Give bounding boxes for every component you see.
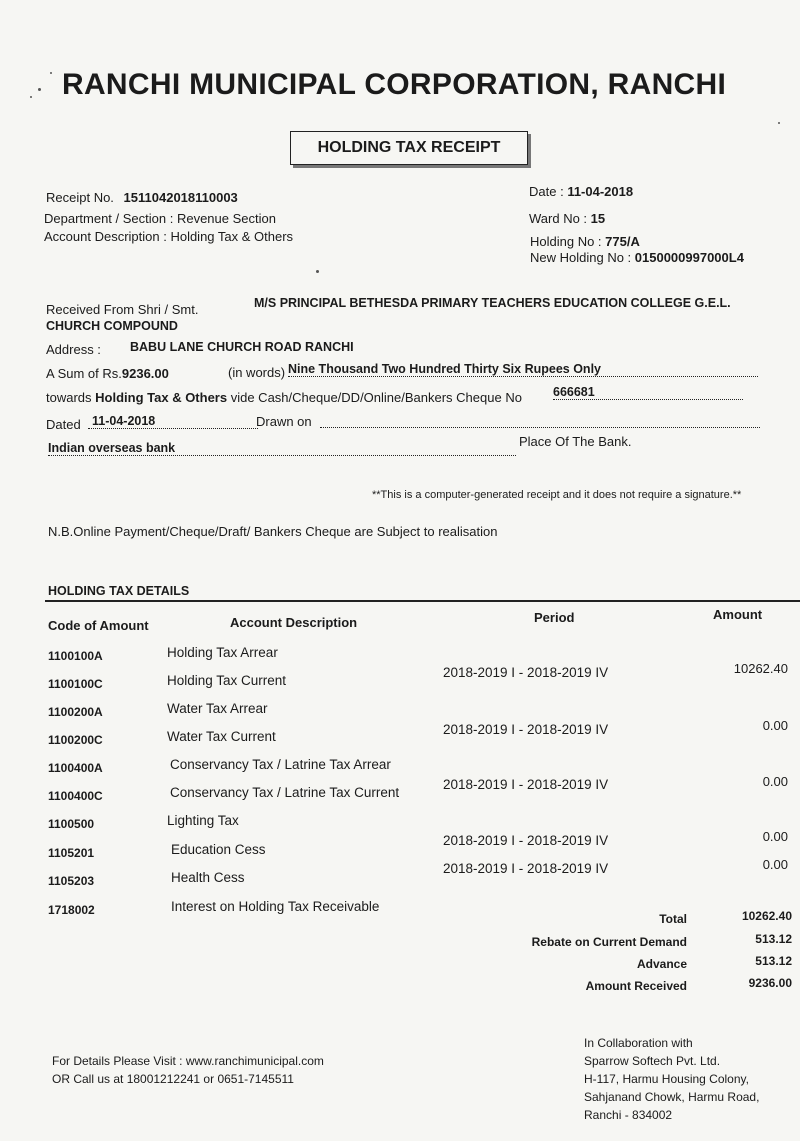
footer-collaboration — [584, 1034, 759, 1124]
address-value: BABU LANE CHURCH ROAD RANCHI — [130, 340, 354, 354]
collab-line: Ranchi - 834002 — [584, 1108, 673, 1122]
summary-value: 513.12 — [755, 932, 792, 946]
row-amount: 0.00 — [762, 829, 788, 844]
row-description: Water Tax Arrear — [167, 701, 268, 716]
row-description: Holding Tax Current — [167, 673, 287, 688]
dated-value: 11-04-2018 — [88, 414, 258, 429]
new-holding-number — [530, 250, 744, 265]
amount-in-words: Nine Thousand Two Hundred Thirty Six Rupees Only — [288, 362, 758, 377]
row-code: 1105201 — [48, 846, 95, 860]
computer-generated-note: **This is a computer-generated receipt and it does not require a signature.** — [372, 489, 742, 501]
footer-website: For Details Please Visit : www.ranchimunicipal.com — [52, 1054, 324, 1068]
header-description: Account Description — [230, 615, 358, 630]
holding-label: Holding No : — [530, 234, 602, 249]
holding-value: 775/A — [605, 234, 640, 249]
cheque-number: 666681 — [553, 385, 743, 400]
towards-line — [46, 390, 522, 405]
row-description: Lighting Tax — [167, 813, 239, 828]
new-holding-label: New Holding No : — [530, 250, 632, 265]
row-code: 1100100C — [48, 677, 103, 691]
realisation-note: N.B.Online Payment/Cheque/Draft/ Bankers Cheque are Subject to realisation — [48, 524, 498, 539]
dated-label: Dated — [46, 417, 81, 432]
row-description: Education Cess — [171, 842, 266, 857]
header-code: Code of Amount — [48, 618, 149, 633]
summary-label: Total — [659, 912, 687, 926]
row-code: 1100400C — [48, 789, 103, 803]
holding-number — [530, 234, 640, 249]
account-description-line: Account Description : Holding Tax & Others — [44, 229, 294, 244]
row-code: 1100500 — [48, 817, 95, 831]
summary-value: 513.12 — [755, 954, 792, 968]
row-period: 2018-2019 I - 2018-2019 IV — [443, 665, 609, 680]
row-description: Interest on Holding Tax Receivable — [171, 899, 380, 914]
row-amount: 10262.40 — [733, 661, 788, 676]
new-holding-value: 0150000997000L4 — [634, 250, 744, 265]
row-description: Health Cess — [171, 870, 245, 885]
details-divider — [45, 600, 800, 602]
bank-name: Indian overseas bank — [48, 441, 516, 456]
place-of-bank-label: Place Of The Bank. — [519, 434, 632, 449]
towards-value: Holding Tax & Others — [95, 390, 228, 405]
summary-value: 10262.40 — [741, 909, 792, 923]
collab-line: Sahjanand Chowk, Harmu Road, — [584, 1090, 760, 1104]
vide-label: vide Cash/Cheque/DD/Online/Bankers Cheque No — [230, 390, 522, 405]
received-from-name-line2: CHURCH COMPOUND — [46, 319, 178, 333]
receipt-date — [529, 184, 633, 199]
row-code: 1105203 — [48, 874, 95, 888]
sum-label: A Sum of Rs. — [46, 366, 122, 381]
receipt-title: HOLDING TAX RECEIPT — [290, 131, 528, 165]
ward-number — [529, 211, 605, 226]
collab-line: Sparrow Softech Pvt. Ltd. — [584, 1054, 721, 1068]
row-description: Conservancy Tax / Latrine Tax Current — [170, 785, 400, 800]
row-code: 1100400A — [48, 761, 103, 775]
row-description: Conservancy Tax / Latrine Tax Arrear — [170, 757, 391, 772]
row-code: 1100100A — [48, 649, 103, 663]
row-period: 2018-2019 I - 2018-2019 IV — [443, 861, 609, 876]
row-amount: 0.00 — [762, 774, 788, 789]
details-section-title: HOLDING TAX DETAILS — [48, 584, 190, 598]
collab-line: H-117, Harmu Housing Colony, — [584, 1072, 749, 1086]
row-amount: 0.00 — [762, 718, 788, 733]
ward-value: 15 — [590, 211, 606, 226]
collab-line: In Collaboration with — [584, 1036, 693, 1050]
scan-speck — [316, 270, 319, 273]
department-line: Department / Section : Revenue Section — [44, 211, 276, 226]
sum-line — [46, 366, 169, 381]
address-label: Address : — [46, 342, 101, 357]
summary-label: Rebate on Current Demand — [531, 935, 687, 949]
scan-speck — [778, 122, 780, 124]
header-period: Period — [534, 610, 575, 625]
row-amount: 0.00 — [762, 857, 788, 872]
summary-value: 9236.00 — [748, 976, 792, 990]
footer-phone: OR Call us at 18001212241 or 0651-7145511 — [52, 1072, 294, 1086]
page-title: RANCHI MUNICIPAL CORPORATION, RANCHI — [62, 68, 727, 101]
sum-value: 9236.00 — [121, 366, 169, 381]
towards-label: towards — [46, 390, 92, 405]
received-from-name: M/S PRINCIPAL BETHESDA PRIMARY TEACHERS EDUCATION COLLEGE G.E.L. — [254, 296, 731, 310]
received-from-label: Received From Shri / Smt. — [46, 302, 199, 317]
in-words-label: (in words) — [228, 365, 286, 380]
row-code: 1100200A — [48, 705, 103, 719]
ward-label: Ward No : — [529, 211, 588, 226]
drawn-on-blank — [320, 413, 760, 428]
summary-label: Advance — [636, 957, 687, 971]
row-period: 2018-2019 I - 2018-2019 IV — [443, 777, 609, 792]
row-description: Holding Tax Arrear — [167, 645, 278, 660]
row-period: 2018-2019 I - 2018-2019 IV — [443, 722, 609, 737]
row-description: Water Tax Current — [167, 729, 276, 744]
row-period: 2018-2019 I - 2018-2019 IV — [443, 833, 609, 848]
date-value: 11-04-2018 — [567, 184, 634, 199]
receipt-no-value: 1511042018110003 — [123, 190, 238, 205]
receipt-number — [46, 190, 238, 205]
drawn-on-label: Drawn on — [256, 414, 312, 429]
date-label: Date : — [529, 184, 564, 199]
summary-label: Amount Received — [585, 979, 687, 993]
scan-speck — [38, 88, 41, 91]
row-code: 1718002 — [48, 903, 95, 917]
receipt-no-label: Receipt No. — [46, 190, 114, 205]
scan-speck — [30, 96, 32, 98]
row-code: 1100200C — [48, 733, 103, 747]
scan-speck — [50, 72, 52, 74]
header-amount: Amount — [713, 607, 763, 622]
